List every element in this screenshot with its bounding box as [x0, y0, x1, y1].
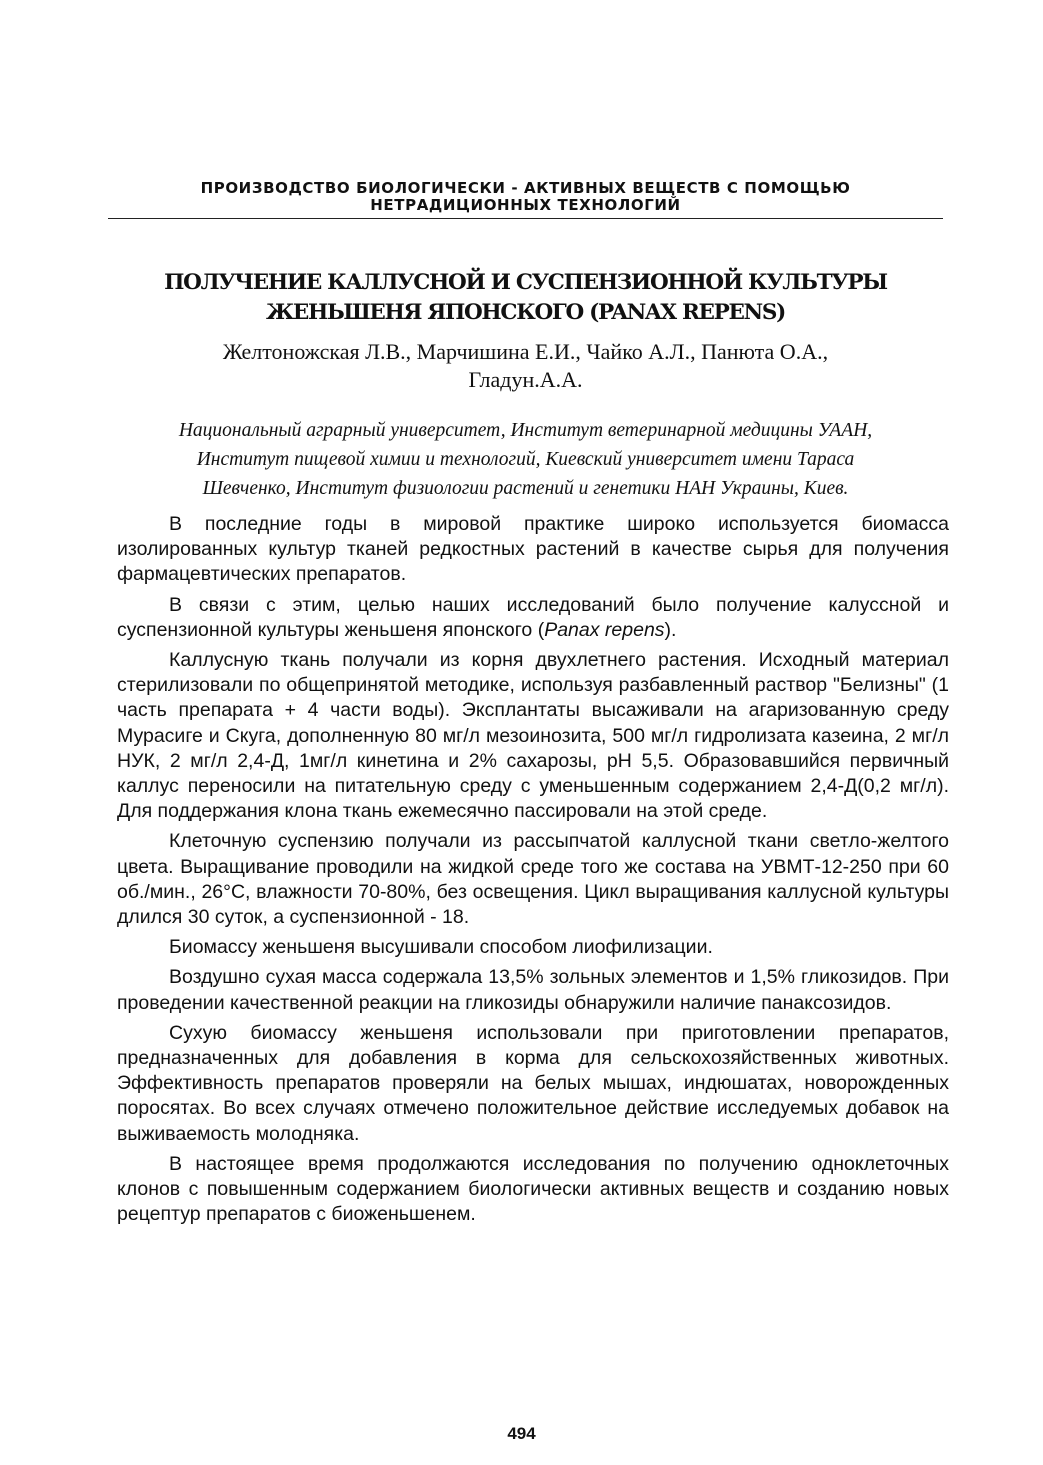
- paragraph-1: В последние годы в мировой практике широко используется биомасса изолированных культур тканей редкостных растений в качестве сырья для получения фармацевтических препаратов.: [117, 513, 949, 586]
- paragraph-8: В настоящее время продолжаются исследования по получению одноклеточных клонов с повышенным содержанием биологически активных веществ и созданию новых рецептур препаратов с биоженьшенем.: [117, 1152, 949, 1226]
- page-number: 494: [507, 1424, 536, 1443]
- section-header: [108, 180, 943, 214]
- affiliation-line-1: Национальный аграрный университет, Институт ветеринарной медицины УААН,: [178, 420, 873, 441]
- article-body: [117, 512, 949, 1232]
- paragraph-3: Каллусную ткань получали из корня двухлетнего растения. Исходный материал стерилизовали по общепринятой методике, используя разбавленный раствор "Белизны" (1 часть препарата + 4 части воды). Эксплантаты высаживали на агаризованную среду Мурасиге и Скуга, дополненную 80 мг/л мезоинозита, 500 мг/л гидролизата казеина, 2 мг/л НУК, 2 мг/л 2,4-Д, 1мг/л кинетина и 2% сахарозы, рН 5,5. Образовавшийся первичный каллус переносили на питательную среду с уменьшенным содержанием 2,4-Д(0,2 мг/л). Для поддержания клона ткань ежемесячно пассировали на этой среде.: [117, 649, 949, 823]
- section-header-line-2: НЕТРАДИЦИОННЫХ ТЕХНОЛОГИЙ: [370, 196, 681, 214]
- paragraph-7: Сухую биомассу женьшеня использовали при приготовлении препаратов, предназначенных для добавления в корма для сельскохозяйственных животных. Эффективность препаратов проверяли на белых мышах, индюшатах, новорожденных поросятах. Во всех случаях отмечено положительное действие исследуемых добавок на выживаемость молодняка.: [117, 1021, 949, 1145]
- article-authors: [108, 338, 943, 394]
- paragraph-6: Воздушно сухая масса содержала 13,5% зольных элементов и 1,5% гликозидов. При проведении качественной реакции на гликозиды обнаружили наличие панаксозидов.: [117, 966, 949, 1014]
- affiliation-line-3: Шевченко, Институт физиологии растений и генетики НАН Украины, Киев.: [202, 478, 849, 499]
- authors-line-1: Желтоножская Л.В., Марчишина Е.И., Чайко А.Л., Панюта О.А.,: [222, 339, 829, 364]
- section-header-line-1: ПРОИЗВОДСТВО БИОЛОГИЧЕСКИ - АКТИВНЫХ ВЕЩЕСТВ С ПОМОЩЬЮ: [200, 179, 851, 197]
- article-affiliation: [108, 416, 943, 503]
- authors-line-2: Гладун.А.А.: [468, 367, 583, 392]
- paragraph-5: Биомассу женьшеня высушивали способом лиофилизации.: [169, 936, 713, 959]
- article-title: [108, 268, 943, 328]
- paragraph-2-text: В связи с этим, целью наших исследований было получение калуссной и суспензионной культуры женьшеня японского (: [117, 593, 949, 641]
- paragraph-2-end: ).: [664, 618, 677, 641]
- paragraph-4: Клеточную суспензию получали из рассыпчатой каллусной ткани светло-желтого цвета. Выращивание проводили на жидкой среде того же состава на УВМТ-12-250 при 60 об./мин., 26°С, влажности 70-80%, без освещения. Цикл выращивания каллусной культуры длился 30 суток, а суспензионной - 18.: [117, 830, 949, 929]
- affiliation-line-2: Институт пищевой химии и технологий, Киевский университет имени Тараса: [196, 449, 855, 470]
- article-title-line-1: ПОЛУЧЕНИЕ КАЛЛУСНОЙ И СУСПЕНЗИОННОЙ КУЛЬТУРЫ: [164, 270, 887, 295]
- species-name: Panax repens: [544, 618, 665, 641]
- header-divider: [108, 218, 943, 219]
- article-title-line-2: ЖЕНЬШЕНЯ ЯПОНСКОГО (PANAX REPENS): [265, 300, 786, 325]
- paragraph-2: [117, 593, 949, 643]
